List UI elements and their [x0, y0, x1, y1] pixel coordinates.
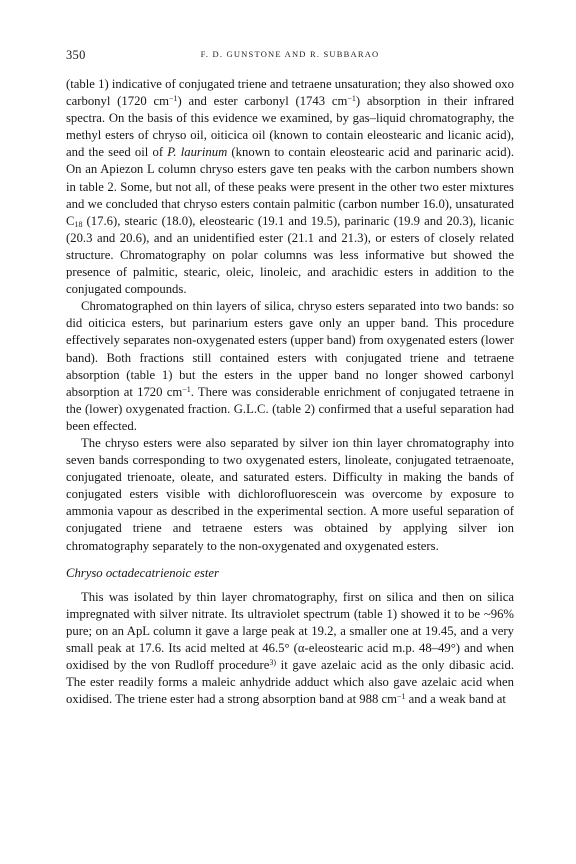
- page-header: [66, 48, 514, 66]
- superscript: −1: [396, 692, 406, 702]
- subscript: 18: [74, 219, 83, 229]
- page-number: 350: [66, 48, 86, 62]
- running-head: F. D. GUNSTONE AND R. SUBBARAO: [200, 49, 380, 59]
- text-run: ) absorption in their infrared spectra. On the basis of this evidence we examined, by gas–liquid chromatography, the methyl esters of chryso oil, oiticica oil (known to contain eleostearic and licanic acid), and the seed oil of: [66, 94, 514, 160]
- text-run: . There was considerable enrichment of conjugated tetraene in the (lower) oxygenated fraction. G.L.C. (table 2) confirmed that a useful separation had been effected.: [66, 384, 514, 433]
- superscript: −1: [169, 94, 178, 104]
- body-text: [66, 76, 514, 708]
- superscript: −1: [182, 384, 191, 394]
- text-run: ) and ester carbonyl (1743 cm: [177, 94, 348, 109]
- superscript: −1: [347, 94, 356, 104]
- text-run: (17.6), stearic (18.0), eleostearic (19.1 and 19.5), parinaric (19.9 and 20.3), licanic (20.3 and 20.6), and an unidentified ester (21.1 and 21.3), or esters of closely related structure. Chromatography on polar columns was less informative but showed the presence of palmitic, stearic, oleic, linoleic, and arachidic esters in addition to the conjugated compounds.: [66, 213, 514, 297]
- text-run: and a weak band at: [405, 692, 506, 707]
- text-run: (known to contain eleostearic acid and parinaric acid). On an Apiezon L column chryso esters gave ten peaks with the carbon numbers shown in table 2. Some, but not all, of these peaks were present in the other two ester mixtures and we concluded that chryso esters contain palmitic (carbon number 16.0), unsaturated C: [66, 145, 514, 228]
- text-run: (table 1) indicative of conjugated triene and tetraene unsaturation; they also showed oxo carbonyl (1720 cm: [66, 77, 514, 109]
- text-run: This was isolated by thin layer chromatography, first on silica and then on silica impregnated with silver nitrate. Its ultraviolet spectrum (table 1) showed it to be ~96% pure; on an ApL column it gave a large peak at 19.2, a smaller one at 19.45, and a very small peak at 17.6. Its acid melted at 46.5° (α-eleostearic acid m.p. 48–49°) and when oxidised by the von Rudloff procedure: [66, 589, 514, 673]
- paragraph-4: [66, 589, 514, 709]
- superscript: 3): [269, 658, 277, 668]
- paragraph-2: [66, 298, 514, 435]
- paragraph-3: The chryso esters were also separated by silver ion thin layer chromatography into seven bands corresponding to two oxygenated esters, linoleate, conjugated tetraenoate, conjugated trienoate, oleate, and saturated esters. Difficulty in making the bands of conjugated esters visible with dichlorofluorescein was overcome by exposure to ammonia vapour as described in the experimental section. A more useful separation of conjugated triene and tetraene esters was obtained by applying silver ion chromatography separately to the non-oxygenated and oxygenated esters.: [66, 435, 514, 553]
- italic-species-name: P. laurinum: [167, 145, 228, 160]
- paragraph-1: [66, 76, 514, 298]
- section-heading: Chryso octadecatrienoic ester: [66, 565, 219, 580]
- text-run: Chromatographed on thin layers of silica, chryso esters separated into two bands: so did oiticica esters, but parinarium esters gave only an upper band. This procedure effectively separates non-oxygenated esters (upper band) from oxygenated esters (lower band). Both fractions still contained esters with conjugated triene and tetraene absorption (table 1) but the esters in the upper band no longer showed carbonyl absorption at 1720 cm: [66, 299, 514, 399]
- text-run: it gave azelaic acid as the only dibasic acid. The ester readily forms a maleic anhydride adduct which also gave azelaic acid when oxidised. The triene ester had a strong absorption band at 988 cm: [66, 658, 514, 707]
